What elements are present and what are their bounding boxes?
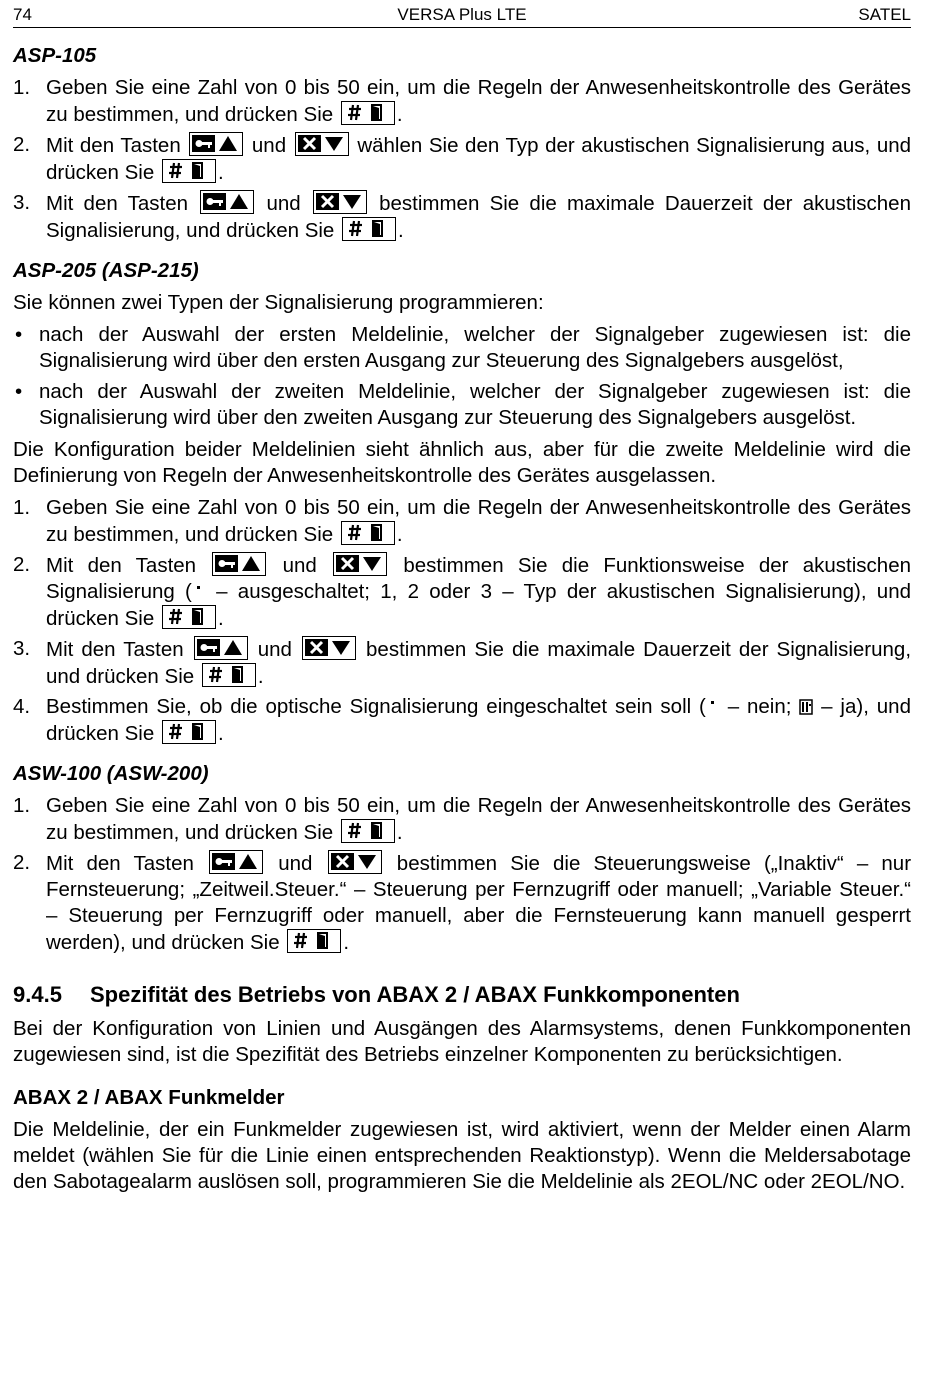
hash-door-key-icon [287,929,341,953]
asp105-steps [13,75,911,244]
list-item: • nach der Auswahl der zweiten Meldelinie, welcher der Signalgeber zugewiesen ist: die Signalisierung wird über den zweiten Ausgang zur Steuerung des Signalgebers ausgelöst. [15,380,911,429]
hash-door-key-icon [341,101,395,125]
asp205-intro: Sie können zwei Typen der Signalisierung programmieren: [13,291,544,314]
content [13,43,911,1195]
hash-door-key-icon [162,605,216,629]
asp205-note: Die Konfiguration beider Meldelinien sieht ähnlich aus, aber für die zweite Meldelinie wird die Definierung von Regeln der Anwesenheitskontrolle des Gerätes ausgelassen. [13,438,911,487]
hash-door-key-icon [202,663,256,687]
key-up-key-icon [209,850,263,874]
section-heading [13,982,911,1008]
list-item: 2. Mit den Tasten und bestimmen Sie die Steuerungsweise („Inaktiv“ – nur Fernsteuerung; „Zeitweil.Steuer.“ – Steuerung per Fernzugriff oder manuell; „Variable Steuer.“ – Steuerung per Fernzugriff oder manuell, aber die Fernsteuerung kann manuell gesperrt werden), und drücken Sie . [13,851,912,954]
asp205-bullets [13,322,911,431]
hash-door-key-icon [162,720,216,744]
key-up-key-icon [194,636,248,660]
asw100-steps [13,793,911,956]
hash-door-key-icon [341,819,395,843]
section-title: Spezifität des Betriebs von ABAX 2 / ABAX Funkkomponenten [90,982,740,1007]
key-up-key-icon [189,132,243,156]
list-item: 1. Geben Sie eine Zahl von 0 bis 50 ein, um die Regeln der Anwesenheitskontrolle des Gerätes zu bestimmen, und drücken Sie . [13,76,911,126]
brand: SATEL [858,5,911,24]
heading-asp105: ASP-105 [13,44,97,67]
page-header [13,0,911,28]
x-down-key-icon [302,636,356,660]
list-item: 1. Geben Sie eine Zahl von 0 bis 50 ein, um die Regeln der Anwesenheitskontrolle des Gerätes zu bestimmen, und drücken Sie . [13,794,911,844]
key-up-key-icon [212,552,266,576]
list-item: 4. Bestimmen Sie, ob die optische Signalisierung eingeschaltet sein soll ( – nein; – ja), und drücken Sie . [13,695,911,745]
hash-door-key-icon [162,159,216,183]
section-number: 9.4.5 [13,982,62,1007]
dot-symbol-icon [706,696,720,712]
list-item: 2. Mit den Tasten und bestimmen Sie die Funktionsweise der akustischen Signalisierung ( – ausgeschaltet; 1, 2 oder 3 – Typ der akustischen Signalisierung), und drücken Sie . [13,553,912,630]
page [13,0,911,1201]
x-down-key-icon [328,850,382,874]
list-item: 3. Mit den Tasten und bestimmen Sie die maximale Dauerzeit der akustischen Signalisierung, und drücken Sie . [13,191,911,242]
x-down-key-icon [295,132,349,156]
key-up-key-icon [200,190,254,214]
heading-abax: ABAX 2 / ABAX Funkmelder [13,1086,285,1109]
hash-door-key-icon [341,521,395,545]
doc-title: VERSA Plus LTE [397,5,527,24]
list-item: 2. Mit den Tasten und wählen Sie den Typ der akustischen Signalisierung aus, und drücken Sie . [13,133,912,184]
heading-asp205: ASP-205 (ASP-215) [13,259,199,282]
x-down-key-icon [333,552,387,576]
hash-door-key-icon [342,217,396,241]
page-number: 74 [13,5,32,24]
heading-asw100: ASW-100 (ASW-200) [13,762,209,785]
asp205-steps [13,495,911,747]
section-text: Bei der Konfiguration von Linien und Ausgängen des Alarmsystems, denen Funkkomponenten zugewiesen sind, ist die Spezifität des Betriebs einzelner Komponenten zu berücksichtigen. [13,1017,911,1066]
list-item: 1. Geben Sie eine Zahl von 0 bis 50 ein, um die Regeln der Anwesenheitskontrolle des Gerätes zu bestimmen, und drücken Sie . [13,496,911,546]
x-down-key-icon [313,190,367,214]
dot-symbol-icon [192,581,206,597]
bar-symbol-icon [799,696,813,712]
list-item: • nach der Auswahl der ersten Meldelinie, welcher der Signalgeber zugewiesen ist: die Signalisierung wird über den ersten Ausgang zur Steuerung des Signalgebers ausgelöst, [15,323,911,372]
list-item: 3. Mit den Tasten und bestimmen Sie die maximale Dauerzeit der Signalisierung, und drücken Sie . [13,637,912,688]
abax-text: Die Meldelinie, der ein Funkmelder zugewiesen ist, wird aktiviert, wenn der Melder einen Alarm meldet (wählen Sie für die Linie einen entsprechenden Reaktionstyp). Wenn die Meldersabotage den Sabotagealarm auslösen soll, programmieren Sie die Meldelinie als 2EOL/NC oder 2EOL/NO. [13,1118,911,1193]
